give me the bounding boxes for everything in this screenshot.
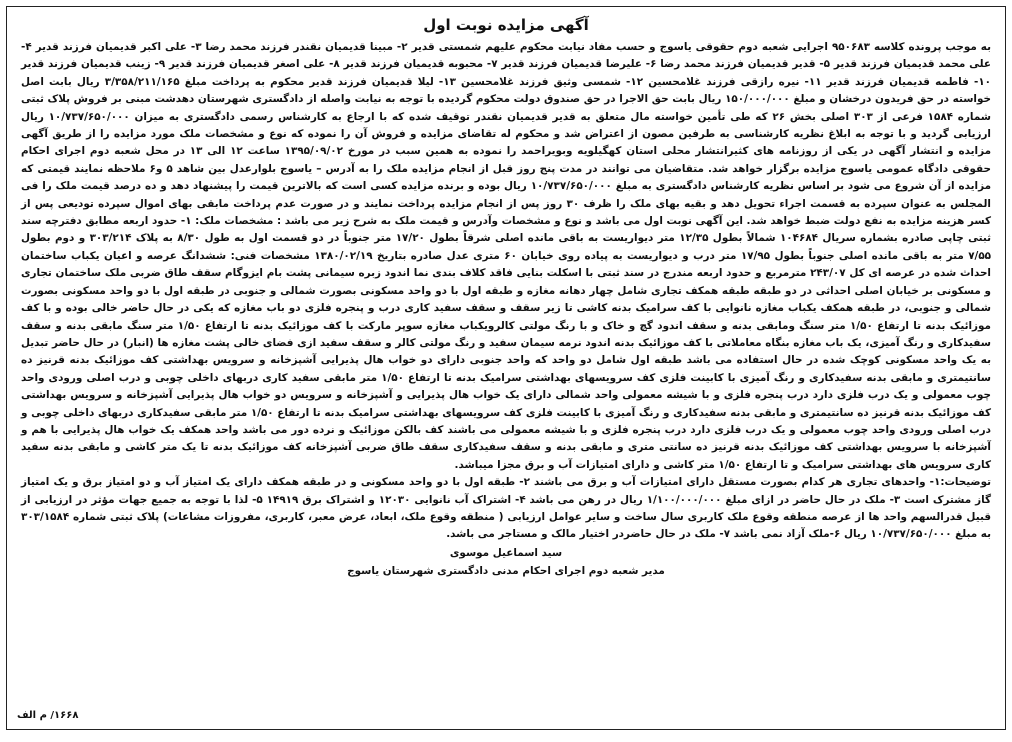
signer-name: سید اسماعیل موسوی (449, 546, 563, 559)
auction-notice (6, 6, 1006, 730)
notice-body: به موجب پرونده کلاسه ۹۵۰۶۸۳ اجرایی شعبه دوم حقوقی یاسوج و حسب مفاد نیابت محکوم علیهم شمستی قدیر ۲- مبینا قدیمیان نقندر فرزند محمد رضا ۳- علی اکبر قدیمیان فرزند قدیر ۴- علی محمد قدیمیان فرزند قدیر ۵- قدیر قدیمیان فرزند محمد رضا ۶- علیرضا قدیمیان فرزند قدیر ۷- محبوبه قدیمیان فرزند قدیر ۸- علی اصغر قدیمیان فرزند قدیر ۹- زینب قدیمیان فرزند قدیر ۱۰- فاطمه قدیمیان فرزند قدیر ۱۱- نیره رازقی فرزند غلامحسین ۱۲- شمسی وثیق فرزند غلامحسین ۱۳- لیلا قدیمیان فرزند قدیر محکوم به پرداخت مبلغ ۳/۳۵۸/۲۱۱/۱۶۵ ریال بابت اصل خواسته در حق فریدون درخشان و مبلغ ۱۵۰/۰۰۰/۰۰۰ ریال بابت حق الاجرا در حق صندوق دولت محکوم گردیده با توجه به نیابت واصله از دادگستری شهرستان دهدشت مبنی بر فروش پلاک ثبتی شماره ۱۵۸۴ فرعی از ۳۰۳ اصلی بخش ۲۶ که طی تأمین خواسته مال متعلق به قدیر قدیمیان نقندر توقیف شده که با ارجاع به کارشناس رسمی دادگستری به میزان ۱۰/۷۳۷/۶۵۰/۰۰۰ ریال ارزیابی گردید و با توجه به ابلاغ نظریه کارشناسی به طرفین مصون از اعتراض شد و محکوم له تقاضای مزایده و فروش آن را نموده که نوع و مشخصات ملک مورد مزایده را از طریق آگهی مزایده و انتشار آگهی در یکی از روزنامه های کثیرانتشار محلی استان کهگیلویه وبویراحمد را نموده به همین سبب در مورخ ۱۳۹۵/۰۹/۰۲ ساعت ۱۲ الی ۱۳ در محل شعبه دوم اجرای احکام حقوقی دادگاه عمومی یاسوج مزایده برگزار خواهد شد. متقاضیان می توانند در مدت پنج روز قبل از انجام مزایده ملک را به آدرس – یاسوج بلوارعدل بین شاهد ۵ و۶ ملاحظه نمایند قیمتی که مزایده از آن شروع می شود بر اساس نظریه کارشناس دادگستری به مبلغ ۱۰/۷۳۷/۶۵۰/۰۰۰ ریال بوده و برنده مزایده کسی است که بالاترین قیمت را پیشنهاد دهد و ده درصد قیمت ملک را فی المجلس به عنوان سپرده به قسمت اجراء تحویل دهد و بقیه بهای ملک را ظرف ۳۰ روز پس از انجام مزایده پرداخت نمایند و در صورت عدم پرداخت مابقی بهای اموال سپرده تودیعی پس از کسر هزینه مزایده به نفع دولت ضبط خواهد شد. این آگهی نوبت اول می باشد و نوع و مشخصات وآدرس و قیمت ملک به شرح زیر می باشد : مشخصات ملک: ۱- حدود اربعه مطابق دفترچه سند ثبتی چاپی صادره بشماره سریال ۱۰۴۶۸۴ شمالاً بطول ۱۲/۳۵ متر دیواریست به باقی مانده اصلی شرقاً بطول ۱۷/۲۰ متر جنوباً در دو قسمت اول به طول ۸/۳۰ به پلاک ۳۰۳/۲۱۴ و دوم بطول ۷/۵۵ متر به باقی مانده اصلی جنوباً بطول ۱۷/۹۵ متر درب و دیواریست به پیاده روی خیابان ۶۰ متری عدل صادره بتاریخ ۱۳۸۰/۰۲/۱۹ مشخصات فنی: ششدانگ عرصه و اعیان یکباب ساختمان احداث شده در عرصه ای کل ۲۴۳/۰۷ مترمربع و حدود اربعه مندرج در سند ثبتی با اسکلت بنایی فاقد کلاف بندی نما اندود زبره سیمانی پشت بام ایزوگام سقف طاق ضربی ملک ساختمان تجاری و مسکونی بر خیابان اصلی احداثی در دو طبقه طبقه همکف تجاری شامل چهار دهانه مغازه و طبقه اول با دو واحد مسکونی بصورت شمالی و جنوبی در طبقه اول با دو واحد مسکونی بصورت شمالی و جنوبی، در طبقه همکف یکباب مغازه نانوایی با کف سرامیک بدنه کاشی تا زیر سقف و سقف سفید کاری درب و پنجره فلزی دو باب مغازه که یکی در حال حاضر خالی بوده و با کف موزائیک بدنه تا ارتفاع ۱/۵۰ متر سنگ ومابقی بدنه و سقف اندود گچ و خاک و با رنگ مولتی کالرویکباب مغازه سوپر مارکت با کف موزائیک بدنه تا ارتفاع ۱/۵۰ متر سنگ مابقی بدنه و سقف سفیدکاری و رنگ آمیزی، یک باب مغازه بنگاه معاملاتی با کف موزائیک بدنه اندود نرمه سیمان سفید و رنگ مولتی کالر و سقف سفید ازی فضای خالی پشت مغازه ها (انبار) در حال حاضر تبدیل به یک واحد مسکونی کوچک شده در حال استفاده می باشد طبقه اول شامل دو واحد که واحد جنوبی دارای دو خواب هال پذیرایی آشپزخانه و سرویس بهداشتی کف موزائیک بدنه قرنیز ده سانتیمتری و مابقی بدنه سفیدکاری و رنگ آمیزی با کابینت فلزی کف سرویسهای بهداشتی سرامیک بدنه تا ارتفاع ۱/۵۰ متر مابقی سفید کاری دربهای داخلی چوبی و درب اصلی ورودی واحد چوب معمولی و یک درب فلزی دارد درب پنجره فلزی و با شیشه معمولی واحد شمالی دارای یک خواب هال پذیرایی و آشپزخانه و سرویس دو خواب هال پذیرایی آشپزخانه و سرویس بهداشتی کف موزائیک بدنه قرنیز ده سانتیمتری و مابقی بدنه سفیدکاری و رنگ آمیزی با کابینت فلزی کف سرویسهای بهداشتی سرامیک بدنه تا ارتفاع ۱/۵۰ متر مابقی سفیدکاری دربهای داخلی چوبی و درب اصلی ورودی واحد چوب معمولی و یک درب فلزی دارد درب پنجره فلزی و با شیشه معمولی می باشند کف بالکن موزائیک و نرده دور می باشد واحد همکف یک خواب هال پذیرایی با هم و آشپزخانه با سرویس بهداشتی کف موزائیک بدنه قرنیز ده سانتی متری و مابقی بدنه و سقف سفیدکاری سقف طاق ضربی آشپزخانه کف موزائیک بدنه تا یک متر کاشی و مابقی بدنه سفید کاری سرویس های بهداشتی سرامیک و تا ارتفاع ۱/۵۰ متر کاشی و دارای امتیازات آب و برق مجزا میباشد. (21, 41, 992, 471)
notice-notes: توضیحات:۱- واحدهای تجاری هر کدام بصورت مستقل دارای امتیازات آب و برق می باشند ۲- طبقه اول با دو واحد مسکونی و در طبقه همکف دارای یک امتیاز آب و دو امتیاز برق و یک امتیاز گاز مشترک است ۳- ملک در حال حاضر در ازای مبلغ ۱/۱۰۰/۰۰۰/۰۰۰ ریال در رهن می باشد ۴- اشتراک آب نانوایی ۱۲۰۳۰ و اشتراک برق ۱۴۹۱۹ ۵- لذا با توجه به جمیع جهات مؤثر در ارزیابی از قبیل قدرالسهم واحد ها از عرصه منطقه وقوع ملک کاربری سال ساخت و سایر عوامل ارزیابی ( منطقه وقوع ملک، ابعاد، عرض معبر، کاربری، مفروزات مشاعات) پلاک ثبتی شماره ۳۰۳/۱۵۸۴ به مبلغ ۱۰/۷۳۷/۶۵۰/۰۰۰ ریال ۶-ملک آزاد نمی باشد ۷- ملک در حال حاضردر اختیار مالک و مستاجر می باشد. (21, 476, 992, 541)
notice-title: آگهی مزایده نوبت اول (423, 16, 589, 34)
signer-title: مدیر شعبه دوم اجرای احکام مدنی دادگستری شهرستان یاسوج (347, 564, 665, 577)
notice-code: ۱۶۶۸/ م الف (17, 710, 79, 721)
